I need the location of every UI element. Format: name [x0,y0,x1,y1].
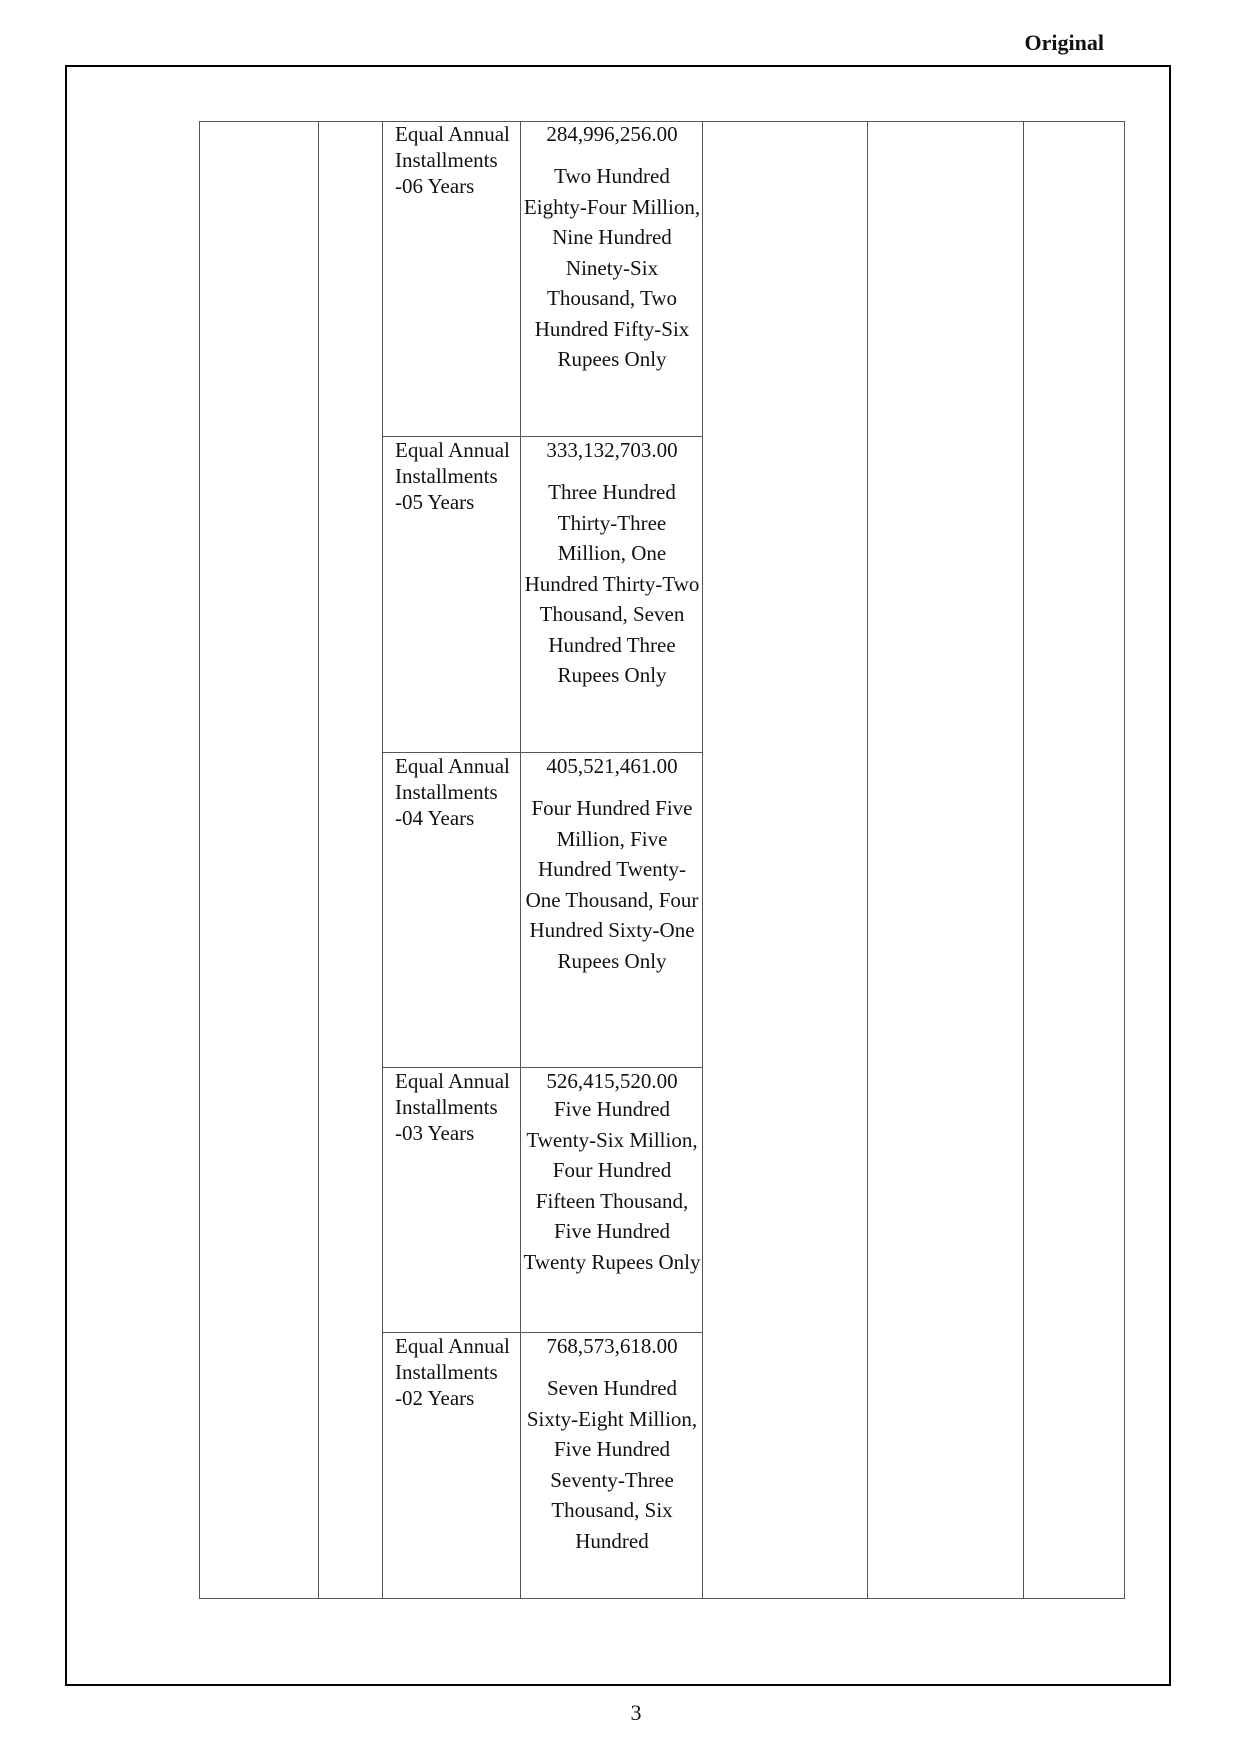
installment-amount [522,121,702,375]
installment-label: Equal Annual Installments -06 Years [395,122,510,198]
installment-amount [522,1068,702,1277]
column-divider [867,121,868,1599]
installment-label: Equal Annual Installments -04 Years [395,754,510,830]
page-number: 3 [630,1700,642,1725]
installment-label: Equal Annual Installments -03 Years [395,1069,510,1145]
column-divider [382,121,383,1599]
installment-amount [522,1333,702,1556]
amount-in-words: Four Hundred Five Million, Five Hundred Twenty-One Thousand, Four Hundred Sixty-One Rupees Only [525,796,699,973]
installment-amount [522,437,702,691]
table-border-bottom [199,1598,1125,1599]
amount-in-words: Three Hundred Thirty-Three Million, One Hundred Thirty-Two Thousand, Seven Hundred Three Rupees Only [524,480,700,687]
table-border-right [1124,121,1125,1599]
copy-label: Original [1024,30,1104,55]
amount-in-words: Seven Hundred Sixty-Eight Million, Five Hundred Seventy-Three Thousand, Six Hundred [526,1376,698,1553]
table-border-left [199,121,200,1599]
amount-in-words: Five Hundred Twenty-Six Million, Four Hundred Fifteen Thousand, Five Hundred Twenty Rupees Only [523,1097,701,1274]
column-divider [318,121,319,1599]
installment-label: Equal Annual Installments -05 Years [395,438,510,514]
amount-figure: 768,573,618.00 [546,1334,678,1358]
amount-figure: 526,415,520.00 [546,1069,678,1093]
amount-in-words: Two Hundred Eighty-Four Million, Nine Hundred Ninety-Six Thousand, Two Hundred Fifty-Six Rupees Only [523,164,701,371]
amount-figure: 284,996,256.00 [546,122,678,146]
amount-figure: 405,521,461.00 [546,754,678,778]
amount-figure: 333,132,703.00 [546,438,678,462]
column-divider [702,121,703,1599]
installment-amount [522,753,702,976]
installment-label: Equal Annual Installments -02 Years [395,1334,510,1410]
column-divider [1023,121,1024,1599]
